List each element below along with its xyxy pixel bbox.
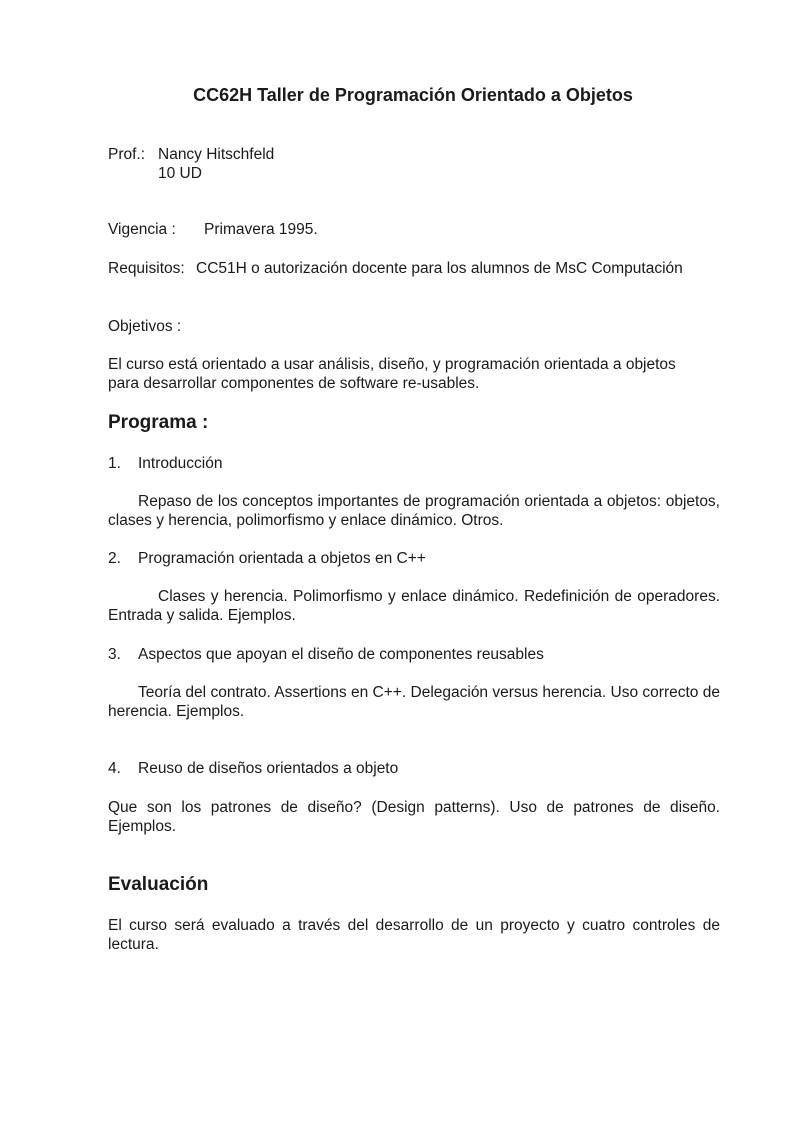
vigencia-value: Primavera 1995.	[204, 221, 318, 238]
prof-label: Prof.:	[108, 146, 146, 163]
course-units: 10 UD	[158, 165, 202, 182]
programa-item-4-desc: Que son los patrones de diseño? (Design patterns). Uso de patrones de diseño. Ejemplos.	[108, 799, 720, 835]
requisitos-label: Requisitos:	[108, 260, 185, 277]
programa-item-2	[108, 549, 426, 568]
programa-item-4	[108, 759, 398, 778]
programa-item-1	[108, 454, 222, 473]
programa-item-1-desc: Repaso de los conceptos importantes de programación orientada a objetos: objetos, clases y herencia, polimorfismo y enlace dinámico. Otros.	[108, 493, 720, 529]
item-title: Reuso de diseños orientados a objeto	[138, 760, 399, 777]
item-number: 1.	[108, 455, 121, 472]
evaluacion-heading: Evaluación	[108, 874, 209, 895]
item-title: Programación orientada a objetos en C++	[138, 550, 426, 567]
item-number: 3.	[108, 646, 121, 663]
programa-heading: Programa :	[108, 412, 209, 433]
vigencia-label: Vigencia :	[108, 221, 176, 238]
programa-item-2-desc: Clases y herencia. Polimorfismo y enlace dinámico. Redefinición de operadores. Entrada y salida. Ejemplos.	[108, 588, 720, 624]
evaluacion-text: El curso será evaluado a través del desarrollo de un proyecto y cuatro controles de lectura.	[108, 917, 720, 953]
page-title: CC62H Taller de Programación Orientado a Objetos	[193, 85, 633, 105]
objetivos-text-line2: para desarrollar componentes de software re-usables.	[108, 375, 480, 392]
prof-name: Nancy Hitschfeld	[158, 146, 275, 163]
item-number: 2.	[108, 550, 121, 567]
objetivos-text-line1: El curso está orientado a usar análisis, diseño, y programación orientada a objetos	[108, 356, 676, 373]
item-title: Aspectos que apoyan el diseño de componentes reusables	[138, 646, 544, 663]
objetivos-label: Objetivos :	[108, 318, 182, 335]
item-number: 4.	[108, 760, 121, 777]
programa-item-3	[108, 645, 544, 664]
programa-item-3-desc: Teoría del contrato. Assertions en C++. Delegación versus herencia. Uso correcto de herencia. Ejemplos.	[108, 684, 720, 720]
requisitos-value: CC51H o autorización docente para los alumnos de MsC Computación	[196, 260, 683, 277]
item-title: Introducción	[138, 455, 223, 472]
